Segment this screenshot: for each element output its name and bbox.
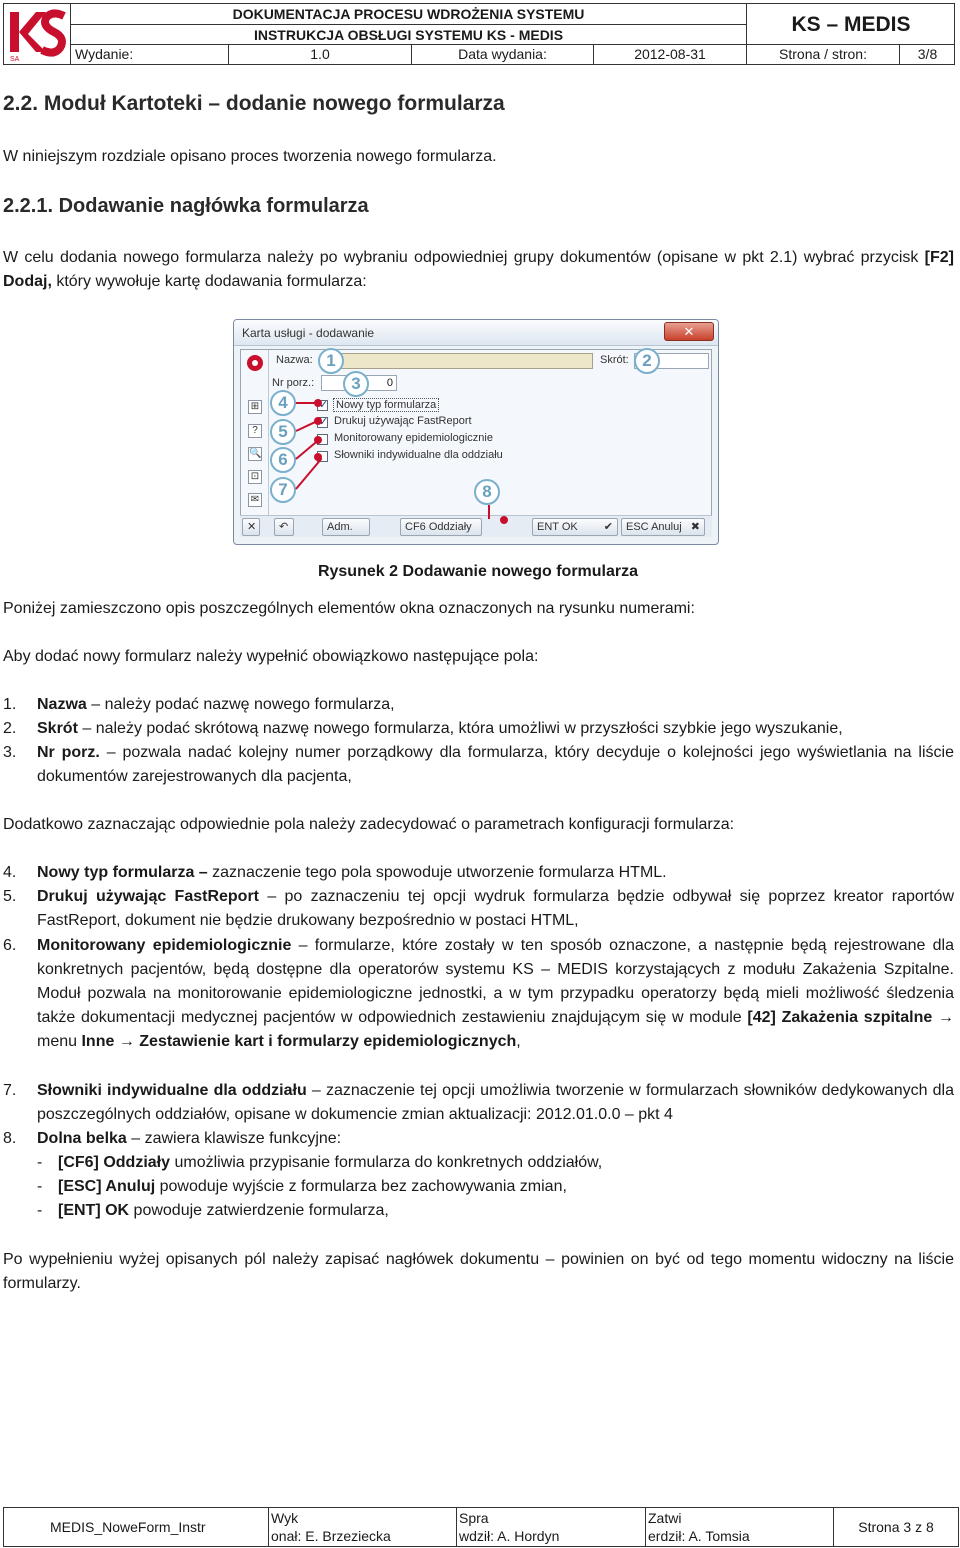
list-number: 5. [3,888,17,905]
list-item-nrporz: Nr porz. – pozwala nadać kolejny numer porządkowy dla formularza, który decyduje o kolejności jego wyświetlania na liście dokumentów zarejestrowanych dla pacjenta, [37,744,954,785]
marker-4: 4 [270,390,296,416]
list-item-fastreport: Drukuj używając FastReport – po zaznaczeniu tej opcji wydruk formularza będzie odbywał się poprzez kreator raportów FastReport, dokument nie będzie drukowany bezpośrednio w postaci HTML, [37,888,955,929]
search-icon[interactable]: 🔍 [249,448,262,459]
intro-paragraph: W niniejszym rozdziale opisano proces tworzenia nowego formularza. [3,148,497,165]
required-intro: Aby dodać nowy formularz należy wypełnić obowiązkowo następujące pola: [3,648,539,665]
ks-logo [4,4,71,64]
list-item-dictionaries: Słowniki indywidualne dla oddziału – zaznaczenie tej opcji umożliwia tworzenie w formularzach słowników dedykowanych dla poszczególnych oddziałów, opisane w dokumencie zmian aktualizacji: 2012.01.0.0 – pkt 4 [37,1082,955,1123]
close-small-icon[interactable]: ✕ [242,518,260,536]
marker-6: 6 [270,447,296,473]
nrporz-input[interactable]: 0 [321,375,397,391]
key-esc: [ESC] Anuluj powoduje wyjście z formularza bez zachowywania zmian, [58,1178,567,1195]
date-label: Data wydania: [412,45,594,64]
list-number: 4. [3,864,17,881]
list-item-bottom-bar: Dolna belka – zawiera klawisze funkcyjne: [37,1130,342,1147]
close-icon[interactable]: ✕ [664,322,714,341]
connector-dot-7 [314,453,322,461]
back-icon[interactable]: ↶ [274,518,294,536]
list-item-skrot: Skrót – należy podać skrótową nazwę nowego formularza, która umożliwi w przyszłości szybkie jego wyszukanie, [37,720,843,737]
list-item-new-type: Nowy typ formularza – zaznaczenie tego pola spowoduje utworzenie formularza HTML. [37,864,667,881]
footer-page: Strona 3 z 8 [858,1519,934,1535]
checkbox-fastreport-label: Drukuj używając FastReport [334,415,472,427]
marker-1: 1 [318,348,344,374]
nrporz-label: Nr porz.: [272,377,315,389]
cancel-icon: ✖ [690,521,700,533]
marker-2: 2 [634,348,660,374]
connector-dot-4 [314,399,322,407]
dialog-body [240,349,712,534]
edition-value: 1.0 [229,45,412,64]
cancel-button[interactable]: ESC Anuluj ✖ [621,518,705,536]
brand-name: KS – MEDIS [747,4,955,45]
list-number: 8. [3,1130,17,1147]
closing-paragraph: Po wypełnieniu wyżej opisanych pól należy zapisać nagłówek dokumentu – powinien on być od tego momentu widoczny na liście formularzy. [3,1251,954,1292]
dash-bullet: - [37,1178,43,1195]
subsection-heading: 2.2.1. Dodawanie nagłówka formularza [3,195,369,217]
help-icon[interactable]: ? [248,424,262,438]
check-icon: ✔ [603,521,613,533]
list-number: 2. [3,720,17,737]
connector-8 [488,505,490,519]
app-logo-icon [245,354,265,372]
paragraph-1: W celu dodania nowego formularza należy po wybraniu odpowiedniej grupy dokumentów (opisane w pkt 2.1) wybrać przycisk [F2] Dodaj, który wywołuje kartę dodawania formularza: [3,249,954,290]
connector-dot-5 [314,417,322,425]
list-number: 7. [3,1082,17,1099]
marker-5: 5 [270,419,296,445]
ok-button[interactable]: ENT OK ✔ [532,518,618,536]
adm-button[interactable]: Adm. [322,518,370,536]
page-header [3,3,955,65]
form-icon[interactable]: ⊞ [248,400,262,414]
mail-icon[interactable]: ✉ [248,493,262,507]
footer-doc-id: MEDIS_NoweForm_Instr [4,1508,269,1546]
bottom-bar [240,515,712,537]
nazwa-input[interactable] [321,353,593,369]
footer-author: Wyk onał: E. Brzeziecka [269,1508,457,1546]
description-paragraph: Poniżej zamieszczono opis poszczególnych elementów okna oznaczonych na rysunku numerami: [3,600,695,617]
section-heading: 2.2. Moduł Kartoteki – dodanie nowego formularza [3,92,505,115]
list-number: 6. [3,937,17,954]
list-item-epidemiology: Monitorowany epidemiologicznie – formularze, które zostały w ten sposób oznaczone, a następnie będą rejestrowane dla konkretnych pacjentów, będą dostępne dla operatorów systemu KS – MEDIS korzystających z modułu Zakażenia Szpitalne. Moduł pozwala na monitorowanie epidemiologiczne jednostki, a w tym przypadku operatorzy będą mieli możliwość śledzenia także dokumentacji medycznej pacjentów w odpowiednich zestawieniu znajdującym się w module [42] Zakażenia szpitalne → menu Inne → Zestawienie kart i formularzy epidemiologicznych, [37,937,955,1050]
svg-text:SA: SA [10,56,20,63]
optional-intro: Dodatkowo zaznaczając odpowiednie pola należy zadecydować o parametrach konfiguracji formularza: [3,816,735,833]
page-label: Strona / stron: [747,45,900,64]
cf6-departments-button[interactable]: CF6 Oddziały [400,518,482,536]
edition-label: Wydanie: [71,45,229,64]
doc-title-2: INSTRUKCJA OBSŁUGI SYSTEMU KS - MEDIS [71,25,747,45]
nazwa-label: Nazwa: [276,354,313,366]
page-footer [3,1507,959,1547]
list-number: 1. [3,696,17,713]
list-item-nazwa: Nazwa – należy podać nazwę nowego formularza, [37,696,395,713]
card-icon[interactable]: ⊡ [248,470,262,484]
doc-title-1: DOKUMENTACJA PROCESU WDROŻENIA SYSTEMU [71,4,747,25]
dialog-title: Karta usługi - dodawanie [234,320,718,346]
list-number: 3. [3,744,17,761]
date-value: 2012-08-31 [594,45,747,64]
page-value: 3/8 [917,46,938,62]
figure-caption: Rysunek 2 Dodawanie nowego formularza [317,563,639,580]
dash-bullet: - [37,1154,43,1171]
checkbox-new-type-label: Nowy typ formularza [333,398,439,412]
footer-reviewer: Spra wdził: A. Hordyn [457,1508,646,1546]
marker-3: 3 [343,371,369,397]
footer-approver: Zatwi erdził: A. Tomsia [646,1508,834,1546]
connector-dot-8 [500,516,508,524]
checkbox-dictionaries-label: Słowniki indywidualne dla oddziału [334,449,503,461]
checkbox-epidemiology-label: Monitorowany epidemiologicznie [334,432,493,444]
skrot-label: Skrót: [600,354,629,366]
key-ent: [ENT] OK powoduje zatwierdzenie formularza, [58,1202,389,1219]
marker-8: 8 [474,479,500,505]
connector-dot-6 [314,436,322,444]
marker-7: 7 [270,477,296,503]
dash-bullet: - [37,1202,43,1219]
key-cf6: [CF6] Oddziały umożliwia przypisanie formularza do konkretnych oddziałów, [58,1154,603,1171]
dialog-sidebar [241,350,269,533]
